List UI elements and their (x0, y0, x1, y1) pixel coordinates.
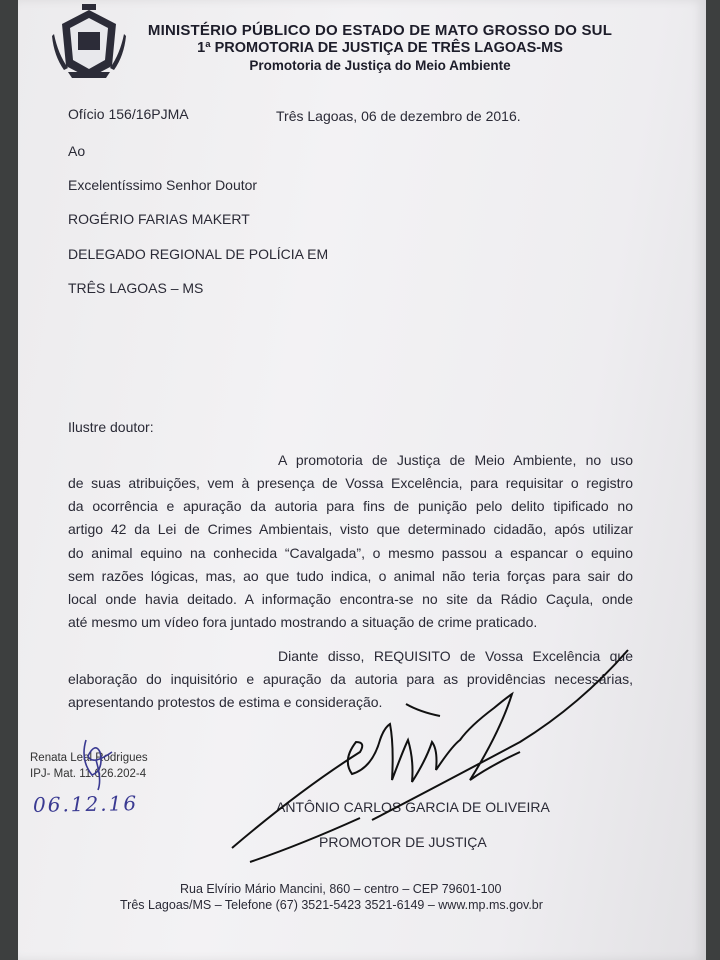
addressee-city: TRÊS LAGOAS – MS (68, 280, 204, 296)
receipt-name: Renata Leal Rodrigues (30, 752, 148, 764)
addressee-name: ROGÉRIO FARIAS MAKERT (68, 211, 250, 227)
footer-contact: Três Lagoas/MS – Telefone (67) 3521-5423 3521-6149 – www.mp.ms.gov.br (120, 898, 543, 912)
addressee-prefix: Ao (68, 143, 86, 159)
footer-address: Rua Elvírio Mário Mancini, 860 – centro – CEP 79601-100 (180, 882, 502, 896)
paragraph-line: da ocorrência e apuração da autoria para fins de punição pelo delito tipificado no (68, 498, 633, 514)
paragraph-line: elaboração do inquisitório e apuração da autoria para as providências necessárias, (68, 671, 633, 687)
receipt-handwritten-date: 06.12.16 (32, 791, 139, 817)
prosecutor-signature-icon (232, 650, 628, 862)
paragraph-line: do animal equino na conhecida “Cavalgada”, o mesmo passou a espancar o equino (68, 545, 633, 561)
paragraph-line: local onde havia deitado. A informação encontra-se no site da Rádio Caçula, onde (68, 591, 633, 607)
header-department: Promotoria de Justiça do Meio Ambiente (249, 58, 511, 73)
paragraph-line: A promotoria de Justiça de Meio Ambiente, no uso (278, 452, 633, 468)
paragraph-line: de suas atribuições, vem à presença de Vossa Excelência, para requisitar o registro (68, 475, 633, 491)
paragraph-line: até mesmo um vídeo fora juntado mostrando a situação de crime praticado. (68, 614, 538, 630)
addressee-role: DELEGADO REGIONAL DE POLÍCIA EM (68, 246, 329, 262)
header-promotoria: 1ª PROMOTORIA DE JUSTIÇA DE TRÊS LAGOAS-MS (197, 40, 563, 56)
signatory-name: ANTÔNIO CARLOS GARCIA DE OLIVEIRA (276, 799, 550, 815)
letter-reference: Ofício 156/16PJMA (68, 106, 189, 122)
paragraph-line: sem razões lógicas, mas, ao que tudo indica, o animal não teria forças para sair do (68, 568, 633, 584)
header-ministry: MINISTÉRIO PÚBLICO DO ESTADO DE MATO GROSSO DO SUL (147, 22, 613, 39)
paragraph-line: Diante disso, REQUISITO de Vossa Excelência que (278, 648, 633, 664)
addressee-title: Excelentíssimo Senhor Doutor (68, 177, 258, 193)
paragraph-line: artigo 42 da Lei de Crimes Ambientais, visto que determinado cidadão, após utilizar (68, 521, 633, 537)
greeting: Ilustre doutor: (68, 419, 154, 435)
receipt-registration: IPJ- Mat. 11.626.202-4 (30, 768, 147, 780)
letter-place-date: Três Lagoas, 06 de dezembro de 2016. (276, 108, 521, 124)
paragraph-line: apresentando protestos de estima e consideração. (68, 694, 383, 710)
signatory-title: PROMOTOR DE JUSTIÇA (319, 834, 487, 850)
receipt-initials-icon (84, 740, 112, 790)
